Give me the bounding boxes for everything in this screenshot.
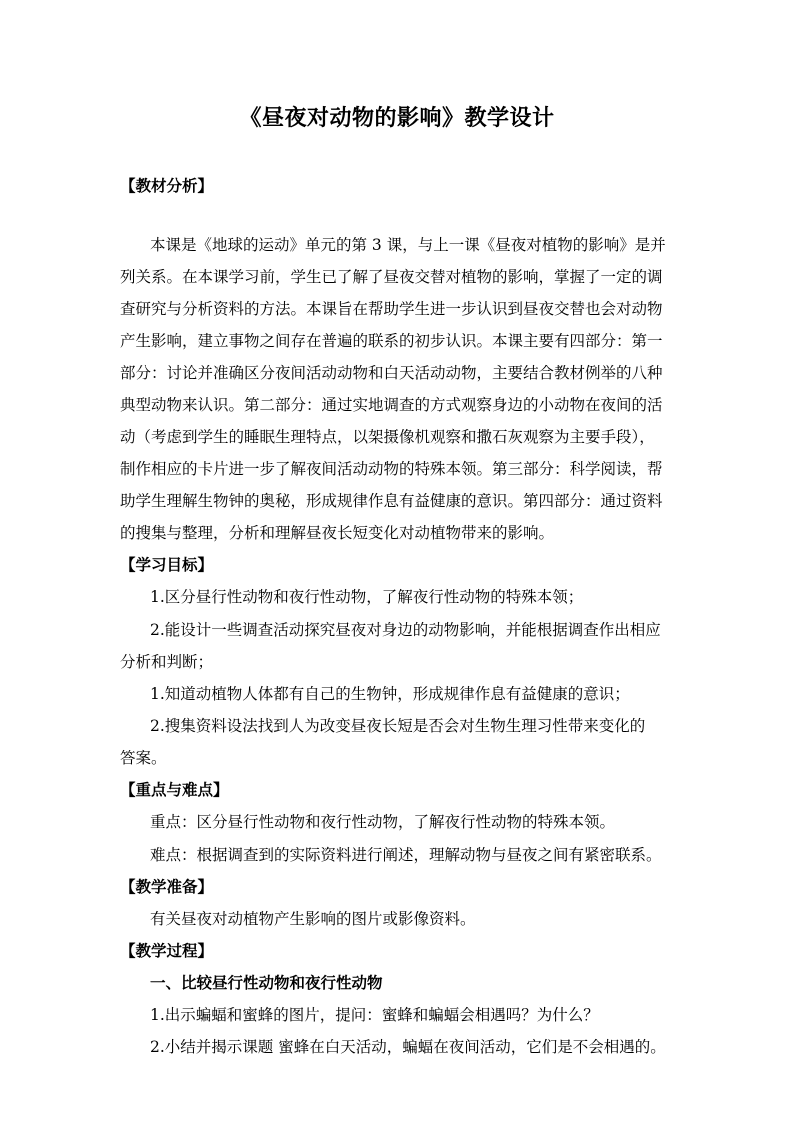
paragraph-line: 产生影响，建立事物之间存在普遍的联系的初步认识。本课主要有四部分：第一 [120,332,663,350]
paragraph-line: 1.知道动植物人体都有自己的生物钟，形成规律作息有益健康的意识； [150,685,630,703]
document-title: 《昼夜对动物的影响》教学设计 [239,105,555,131]
paragraph-line: 答案。 [120,749,167,767]
section-heading: 【学习目标】 [120,555,214,574]
paragraph-line: 的搜集与整理，分析和理解昼夜长短变化对动植物带来的影响。 [120,524,555,542]
paragraph-line: 2.能设计一些调查活动探究昼夜对身边的动物影响，并能根据调查作出相应 [150,621,661,639]
section-heading: 【重点与难点】 [120,780,229,799]
paragraph-line: 部分：讨论并准确区分夜间活动动物和白天活动动物，主要结合教材例举的八种 [120,364,663,382]
paragraph-line: 查研究与分析资料的方法。本课旨在帮助学生进一步认识到昼夜交替也会对动物 [120,300,663,318]
paragraph-line: 分析和判断； [120,653,214,671]
paragraph-line: 典型动物来认识。第二部分：通过实地调查的方式观察身边的小动物在夜间的活 [120,396,663,414]
paragraph-line: 2.小结并揭示课题 蜜蜂在白天活动，蝙蝠在夜间活动，它们是不会相遇的。 [150,1038,666,1056]
paragraph-line: 难点：根据调查到的实际资料进行阐述，理解动物与昼夜之间有紧密联系。 [150,846,662,864]
paragraph-line: 1.区分昼行性动物和夜行性动物，了解夜行性动物的特殊本领； [150,588,584,606]
paragraph-line: 列关系。在本课学习前，学生已了解了昼夜交替对植物的影响，掌握了一定的调 [120,268,663,286]
section-heading: 【教学过程】 [120,941,214,960]
section-heading: 【教学准备】 [120,877,214,896]
paragraph-line: 1.出示蝙蝠和蜜蜂的图片，提问：蜜蜂和蝙蝠会相遇吗？为什么？ [150,1006,599,1024]
paragraph-line: 本课是《地球的运动》单元的第 3 课，与上一课《昼夜对植物的影响》是并 [150,236,666,254]
paragraph-line: 助学生理解生物钟的奥秘，形成规律作息有益健康的意识。第四部分：通过资料 [120,492,663,510]
paragraph-line: 2.搜集资料设法找到人为改变昼夜长短是否会对生物生理习性带来变化的 [150,717,646,735]
subsection-heading: 一、比较昼行性动物和夜行性动物 [150,973,383,992]
paragraph-line: 制作相应的卡片进一步了解夜间活动动物的特殊本领。第三部分：科学阅读，帮 [120,460,663,478]
paragraph-line: 动（考虑到学生的睡眠生理特点，以架摄像机观察和撒石灰观察为主要手段）， [120,428,655,446]
section-heading: 【教材分析】 [120,176,214,195]
paragraph-line: 重点：区分昼行性动物和夜行性动物，了解夜行性动物的特殊本领。 [150,813,616,831]
paragraph-line: 有关昼夜对动植物产生影响的图片或影像资料。 [150,910,476,928]
